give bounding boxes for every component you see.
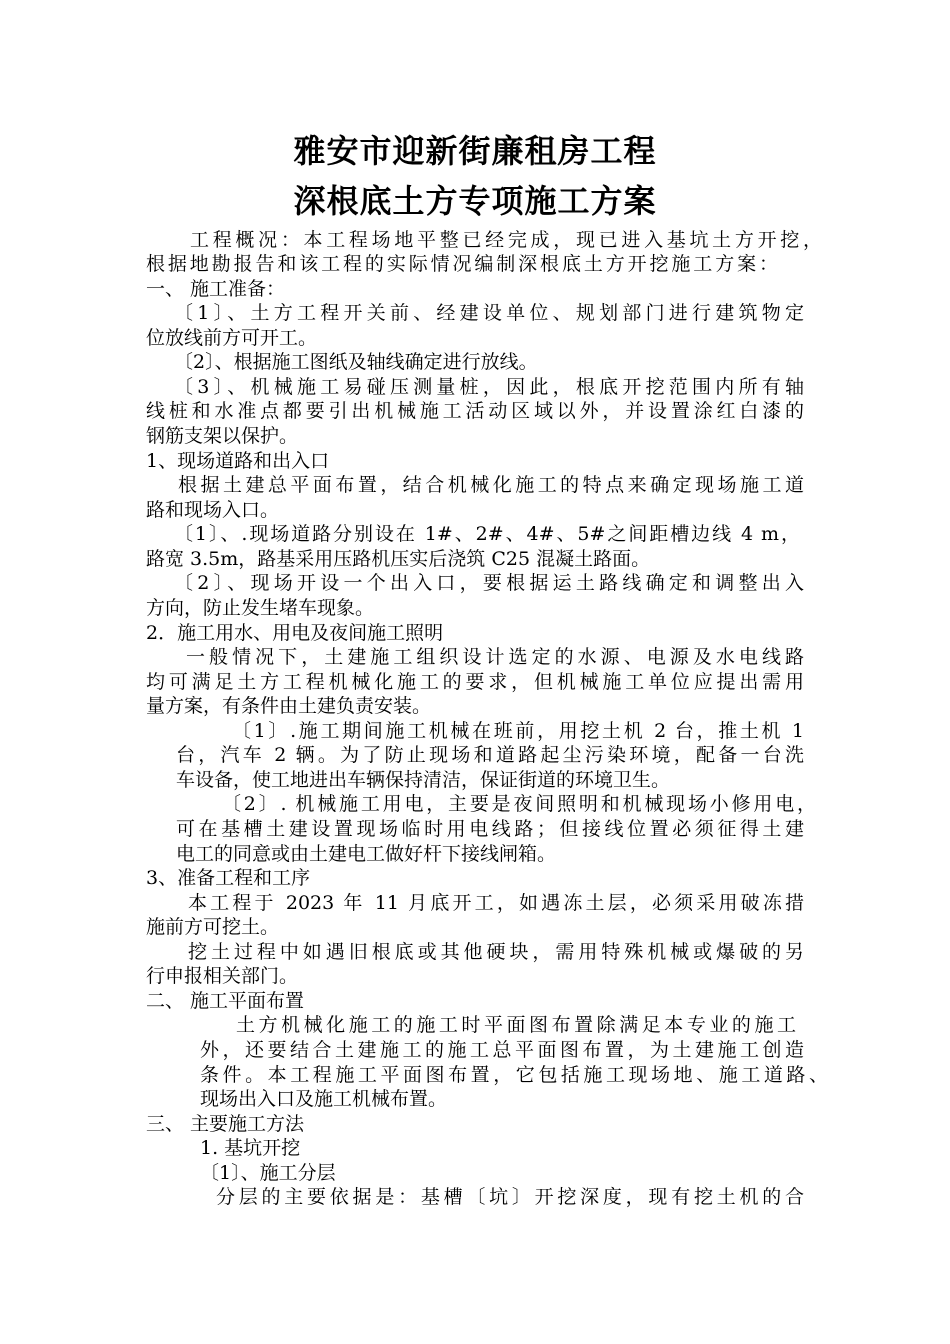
body-line: 车设备，使工地进出车辆保持清洁，保证街道的环境卫生。 xyxy=(176,769,671,791)
body-line: 外，还要结合土建施工的施工总平面图布置，为土建施工创造 xyxy=(200,1039,804,1061)
body-line: 〔2〕. 机械施工用电，主要是夜间照明和机械现场小修用电， xyxy=(222,793,816,815)
body-line: 〔2〕、根据施工图纸及轴线确定进行放线。 xyxy=(174,351,538,373)
body-line: 均可满足土方工程机械化施工的要求，但机械施工单位应提出需用 xyxy=(146,671,804,693)
document-title-line-2: 深根底土方专项施工方案 xyxy=(293,182,657,220)
body-line: 行申报相关部门。 xyxy=(146,965,299,987)
body-line: 分层的主要依据是：基槽〔坑〕开挖深度，现有挖土机的合 xyxy=(216,1186,804,1208)
body-line: 路和现场入口。 xyxy=(146,499,280,521)
body-line: 根据土建总平面布置，结合机械化施工的特点来确定现场施工道 xyxy=(178,474,804,496)
body-line: 〔3〕、机械施工易碰压测量桩，因此，根底开挖范围内所有轴 xyxy=(174,376,804,398)
body-line: 挖土过程中如遇旧根底或其他硬块，需用特殊机械或爆破的另 xyxy=(188,941,804,963)
body-line: 土方机械化施工的施工时平面图布置除满足本专业的施工 xyxy=(236,1014,796,1036)
body-line: 〔2〕、现场开设一个出入口，要根据运土路线确定和调整出入 xyxy=(174,572,804,594)
body-line: 可在基槽土建设置现场临时用电线路；但接线位置必须征得土建 xyxy=(176,818,804,840)
section-heading: 三、 主要施工方法 xyxy=(146,1113,305,1135)
body-line: 电工的同意或由土建电工做好杆下接线闸箱。 xyxy=(176,843,557,865)
body-line: 本工程于 2023 年 11 月底开工，如遇冻土层，必须采用破冻措 xyxy=(188,892,804,914)
body-line: 方向，防止发生堵车现象。 xyxy=(146,597,375,619)
body-line: 〔1〕、.现场道路分别设在 1#、2#、4#、5#之间距槽边线 4 m， xyxy=(174,523,800,545)
body-line: 〔1〕.施工期间施工机械在班前，用挖土机 2 台，推土机 1 xyxy=(232,720,804,742)
body-line: 位放线前方可开工。 xyxy=(146,327,318,349)
body-line: 现场出入口及施工机械布置。 xyxy=(200,1088,448,1110)
section-heading: 1、现场道路和出入口 xyxy=(146,450,330,472)
section-heading: 二、 施工平面布置 xyxy=(146,990,305,1012)
subsection-heading: 〔1〕、施工分层 xyxy=(200,1162,336,1184)
section-heading: 2．施工用水、用电及夜间施工照明 xyxy=(146,622,444,644)
section-heading: 一、 施工准备： xyxy=(146,278,286,300)
body-line: 施前方可挖土。 xyxy=(146,916,280,938)
body-line: 〔1〕、土方工程开关前、经建设单位、规划部门进行建筑物定 xyxy=(174,302,804,324)
body-line: 台，汽车 2 辆。为了防止现场和道路起尘污染环境，配备一台洗 xyxy=(176,744,804,766)
body-line: 路宽 3.5m，路基采用压路机压实后浇筑 C25 混凝土路面。 xyxy=(146,548,651,570)
body-line: 量方案，有条件由土建负责安装。 xyxy=(146,695,432,717)
body-line: 线桩和水准点都要引出机械施工活动区域以外，并设置涂红白漆的 xyxy=(146,400,804,422)
body-line: 钢筋支架以保护。 xyxy=(146,425,299,447)
subsection-heading: 1. 基坑开挖 xyxy=(200,1137,301,1159)
body-line: 工程概况：本工程场地平整已经完成，现已进入基坑土方开挖， xyxy=(190,229,822,251)
body-line: 根据地勘报告和该工程的实际情况编制深根底土方开挖施工方案： xyxy=(146,253,778,275)
document-title-line-1: 雅安市迎新街廉租房工程 xyxy=(293,132,657,170)
body-line: 一般情况下，土建施工组织设计选定的水源、电源及水电线路 xyxy=(186,646,804,668)
body-line: 条件。本工程施工平面图布置，它包括施工现场地、施工道路、 xyxy=(200,1064,828,1086)
section-heading: 3、准备工程和工序 xyxy=(146,867,311,889)
